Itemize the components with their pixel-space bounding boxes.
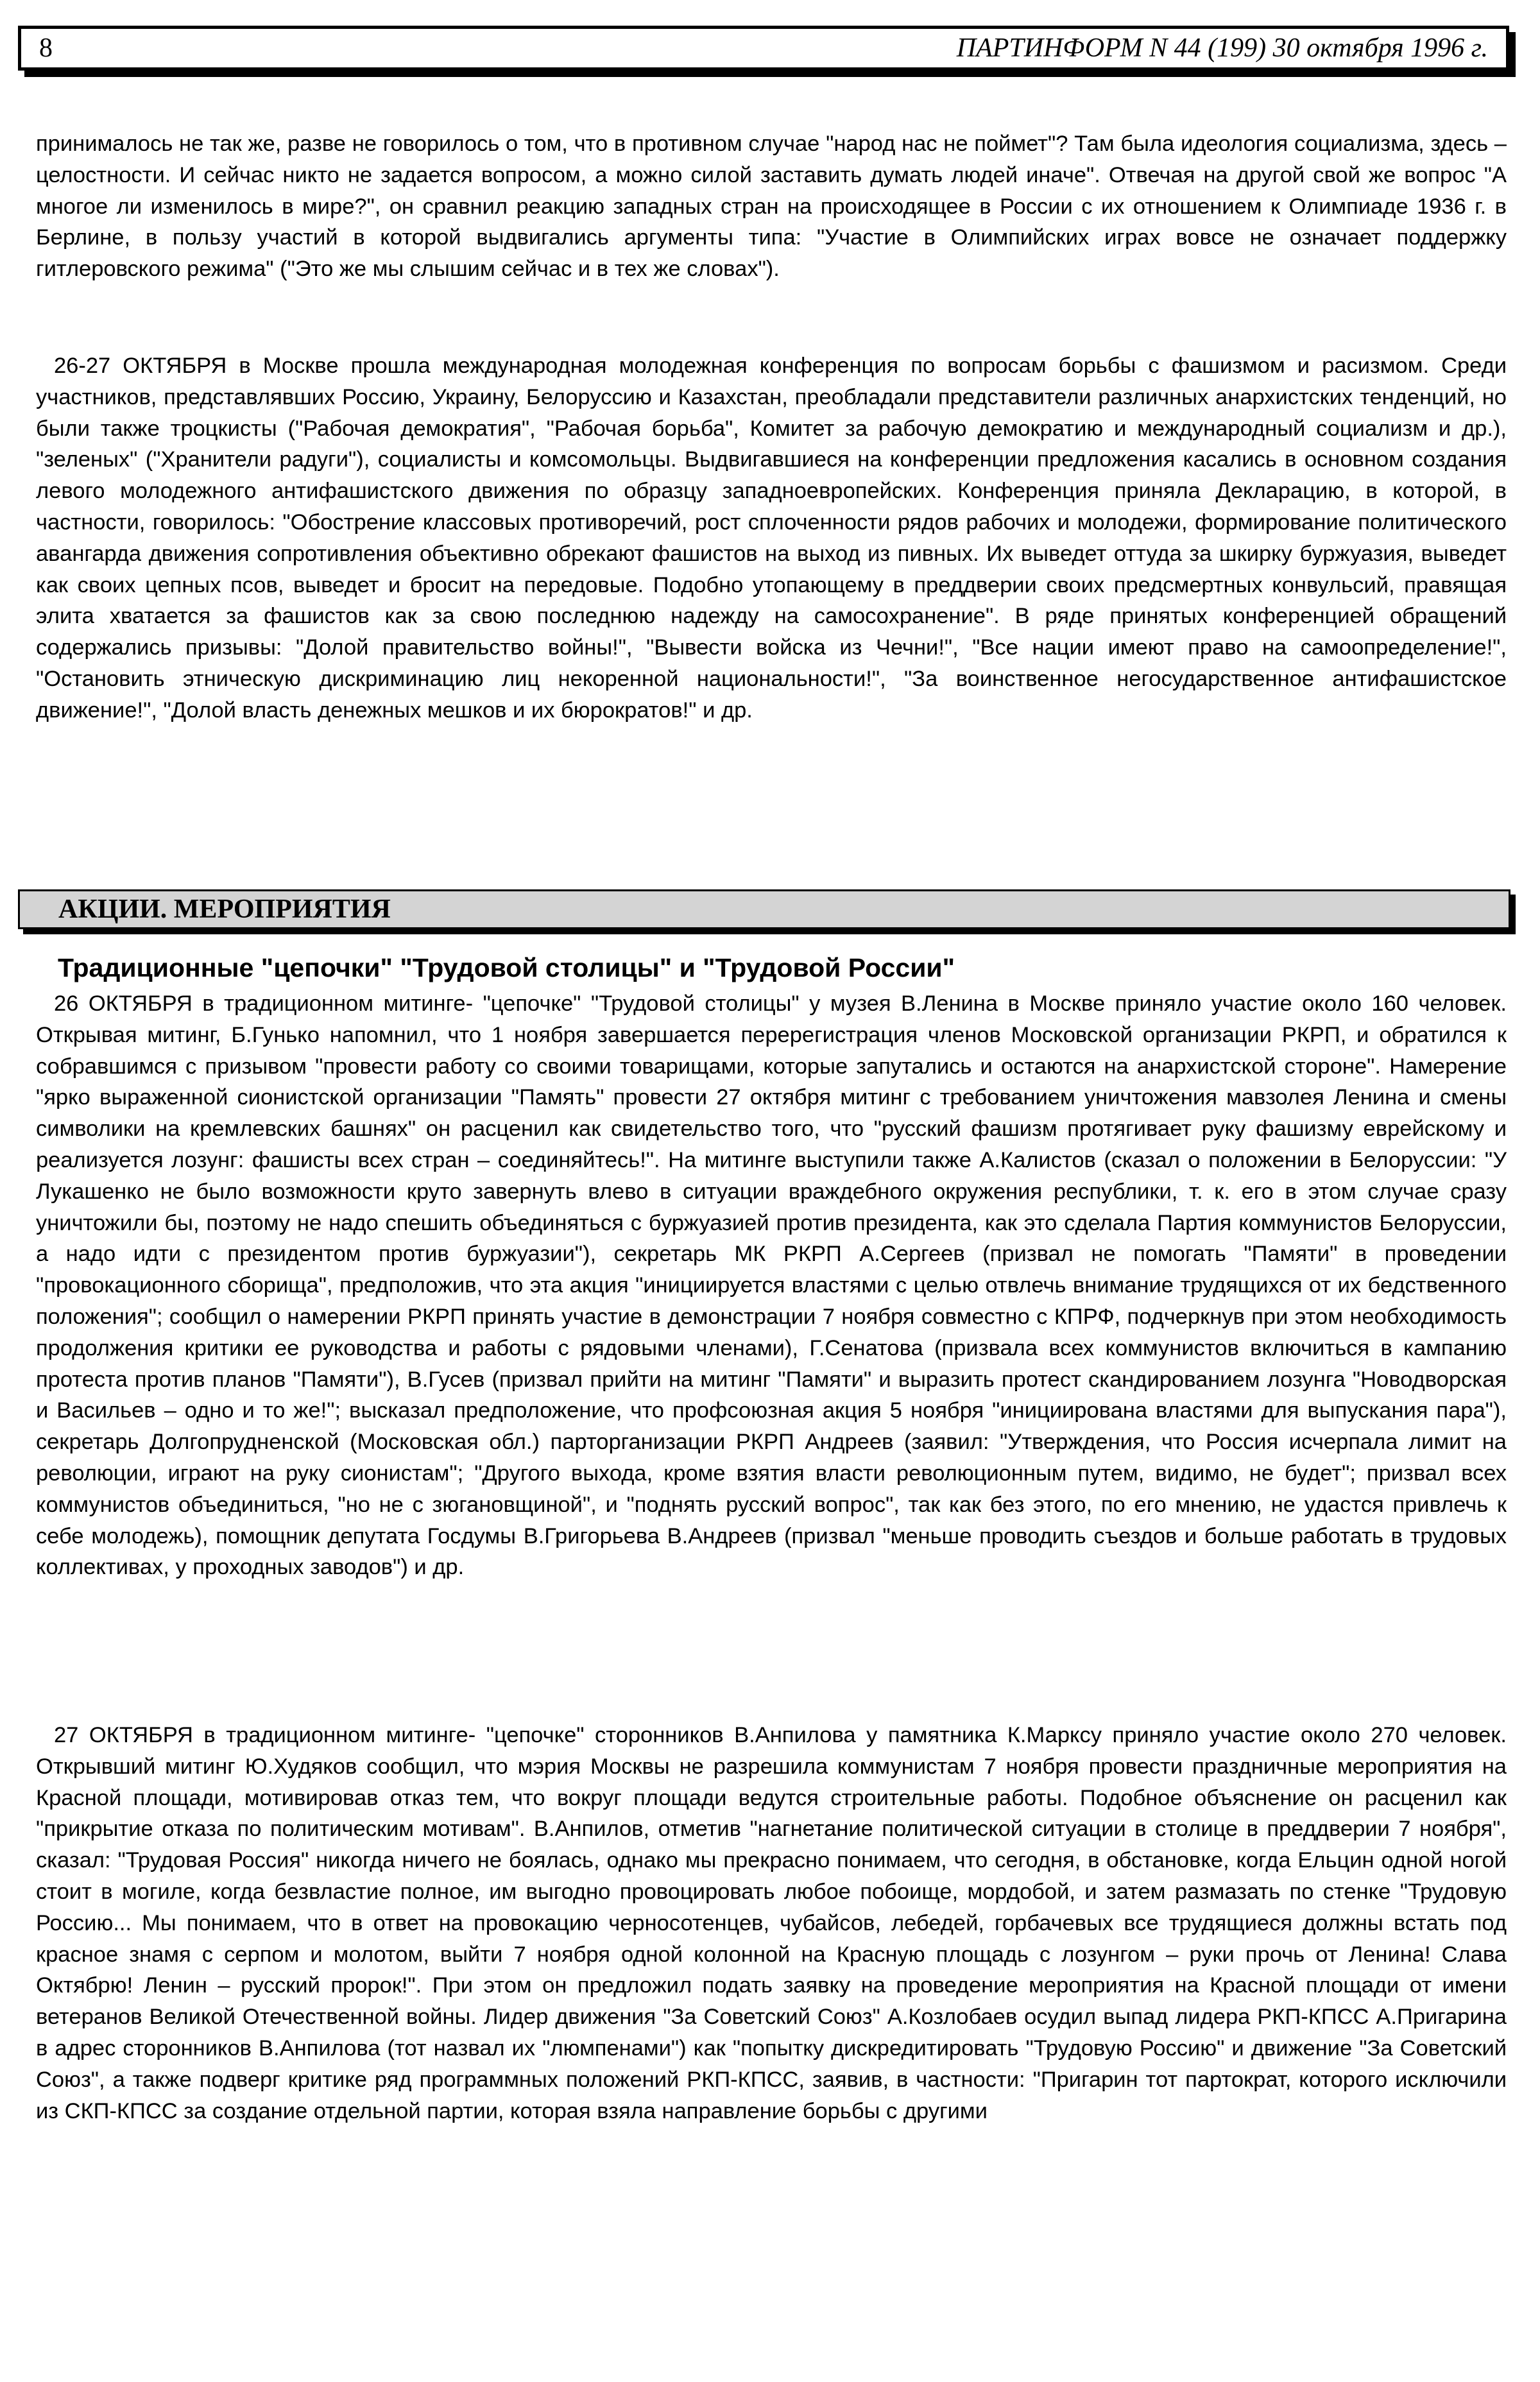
paragraph-continued: принималось не так же, разве не говорилось о том, что в противном случае "народ нас не поймет"? Там была идеология социализма, здесь – целостности. И сейчас никто не задается вопросом, а можно силой заставить думать людей иначе". Отвечая на другой свой же вопрос "А многое ли изменилось в мире?", он сравнил реакцию западных стран на происходящее в России с их отношением к Олимпиаде 1936 г. в Берлине, в пользу участий в которой выдвигались аргументы типа: "Участие в Олимпийских играх вовсе не означает поддержку гитлеровского режима" ("Это же мы слышим сейчас и в тех же словах"). [36,132,1507,282]
section-title: АКЦИИ. МЕРОПРИЯТИЯ [58,895,391,924]
paragraph-october-26: 26 ОКТЯБРЯ в традиционном митинге- "цепочке" "Трудовой столицы" у музея В.Ленина в Москве приняло участие около 160 человек. Открывая митинг, Б.Гунько напомнил, что 1 ноября завершается перерегистрация членов Московской организации РКРП, и обратился к собравшимся с призывом "провести работу со своими товарищами, которые запутались и остаются на анархистской стороне". Намерение "ярко выраженной сионистской организации "Память" провести 27 октября митинг с требованием уничтожения мавзолея Ленина и смены символики на кремлевских башнях" он расценил как свидетельство того, что "русский фашизм протягивает руку фашизму еврейскому и реализуется лозунг: фашисты всех стран – соединяйтесь!". На митинге выступили также А.Калистов (сказал о положении в Белоруссии: "У Лукашенко не было возможности круто завернуть влево в ситуации враждебного окружения республики, т. к. его в этом случае сразу уничтожили бы, поэтому не надо спешить объединяться с буржуазией против президента, как это сделала Партия коммунистов Белоруссии, а надо идти с президентом против буржуазии"), секретарь МК РКРП А.Сергеев (призвал не помогать "Памяти" в проведении "провокационного сборища", предположив, что эта акция "инициируется властями с целью отвлечь внимание трудящихся от их бедственного положения"; сообщил о намерении РКРП принять участие в демонстрации 7 ноября совместно с КПРФ, подчеркнув при этом необходимость продолжения критики ее руководства и работы с рядовыми членами), Г.Сенатова (призвала всех коммунистов включиться в кампанию протеста против планов "Памяти"), В.Гусев (призвал прийти на митинг "Памяти" и выразить протест скандированием лозунга "Новодворская и Васильев – одно и то же!"; высказал предположение, что профсоюзная акция 5 ноября "инициирована властями для выпускания пара"), секретарь Долгопрудненской (Московская обл.) парторганизации РКРП Андреев (заявил: "Утверждения, что Россия исчерпала лимит на революции, играют на руку сионистам"; "Другого выхода, кроме взятия власти революционным путем, видимо, не будет"; призвал всех коммунистов объединиться, "но не с зюгановщиной", и "поднять русский вопрос", так как без этого, по его мнению, не удастся привлечь к себе молодежь), помощник депутата Госдумы В.Григорьева В.Андреев (призвал "меньше проводить съездов и больше работать в трудовых коллективах, у проходных заводов") и др. [36,991,1507,1580]
article-title: Традиционные "цепочки" "Трудовой столицы" и "Трудовой России" [58,953,955,982]
paragraph-october-27: 27 ОКТЯБРЯ в традиционном митинге- "цепочке" сторонников В.Анпилова у памятника К.Марксу приняло участие около 270 человек. Открывший митинг Ю.Худяков сообщил, что мэрия Москвы не разрешила коммунистам 7 ноября провести праздничные мероприятия на Красной площади, мотивировав отказ тем, что вокруг площади ведутся строительные работы. Подобное объяснение он расценил как "прикрытие отказа по политическим мотивам". В.Анпилов, отметив "нагнетание политической ситуации в столице в преддверии 7 ноября", сказал: "Трудовая Россия" никогда ничего не боялась, однако мы прекрасно понимаем, что сегодня, в обстановке, когда Ельцин одной ногой стоит в могиле, когда безвластие полное, им выгодно провоцировать любое побоище, мордобой, и затем размазать по стенке "Трудовую Россию... Мы понимаем, что в ответ на провокацию черносотенцев, чубайсов, лебедей, горбачевых все трудящиеся должны встать под красное знамя с серпом и молотом, выйти 7 ноября одной колонной на Красную площадь с лозунгом – руки прочь от Ленина! Слава Октябрю! Ленин – русский пророк!". При этом он предложил подать заявку на проведение мероприятия на Красной площади от имени ветеранов Великой Отечественной войны. Лидер движения "За Советский Союз" А.Козлобаев осудил выпад лидера РКП-КПСС А.Пригарина в адрес сторонников В.Анпилова (тот назвал их "люмпенами") как "попытку дискредитировать "Трудовую Россию" и движение "За Советский Союз", а также подверг критике ряд программных положений РКП-КПСС, заявив, в частности: "Пригарин тот партократ, которого исключили из СКП-КПСС за создание отдельной партии, которая взяла направление борьбы с другими [36,1723,1507,2123]
publication-info: ПАРТИНФОРМ N 44 (199) 30 октября 1996 г. [956,33,1488,63]
page-header [18,26,1509,71]
section-header [18,889,1510,929]
page-number: 8 [39,33,53,63]
paragraph-conference: 26-27 ОКТЯБРЯ в Москве прошла международная молодежная конференция по вопросам борьбы с фашизмом и расизмом. Среди участников, представлявших Россию, Украину, Белоруссию и Казахстан, преобладали представители различных анархистских тенденций, но были также троцкисты ("Рабочая демократия", "Рабочая борьба", Комитет за рабочую демократию и международный социализм и др.), "зеленых" ("Хранители радуги"), социалисты и комсомольцы. Выдвигавшиеся на конференции предложения касались в основном создания левого молодежного антифашистского движения по образцу западноевропейских. Конференция приняла Декларацию, в которой, в частности, говорилось: "Обострение классовых противоречий, рост сплоченности рядов рабочих и молодежи, формирование политического авангарда движения сопротивления объективно обрекают фашистов на выход из пивных. Их выведет оттуда за шкирку буржуазия, выведет как своих цепных псов, выведет и бросит на передовые. Подобно утопающему в преддверии своих предсмертных конвульсий, правящая элита хватается за фашистов как за свою последнюю надежду на самосохранение". В ряде принятых конференцией обращений содержались призывы: "Долой правительство войны!", "Вывести войска из Чечни!", "Все нации имеют право на самоопределение!", "Остановить этническую дискриминацию лиц некоренной национальности!", "За воинственное негосударственное антифашистское движение!", "Долой власть денежных мешков и их бюрократов!" и др. [36,354,1507,723]
